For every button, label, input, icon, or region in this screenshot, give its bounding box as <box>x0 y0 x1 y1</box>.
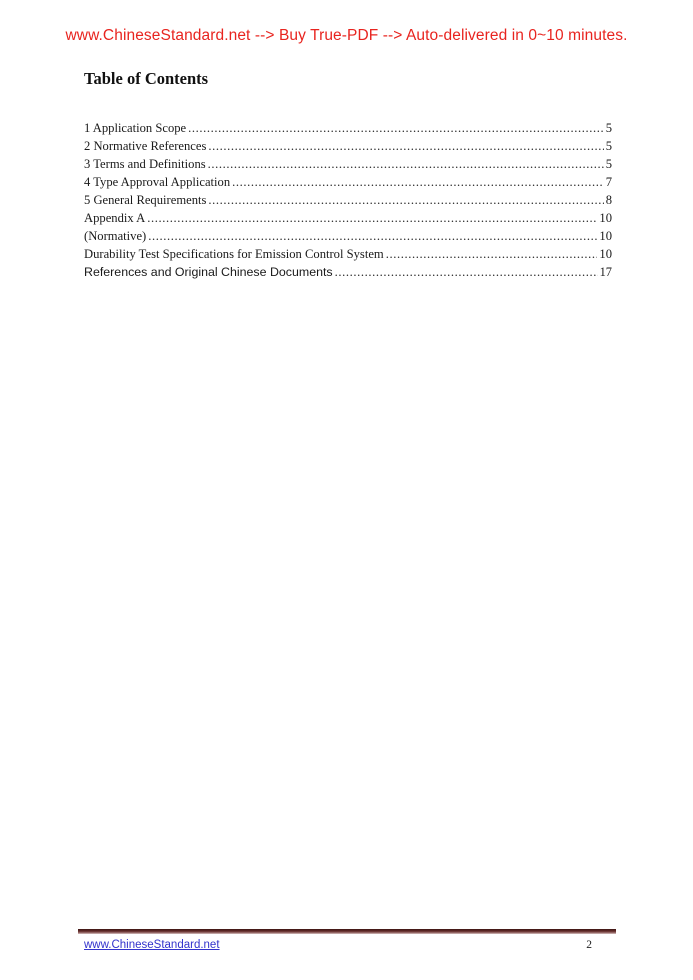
dot-leader <box>386 245 598 263</box>
footer-divider <box>78 929 616 934</box>
page-title: Table of Contents <box>84 69 209 88</box>
toc-entry <box>84 173 612 191</box>
toc-entry-label: Appendix A <box>84 211 146 225</box>
toc-entry <box>84 137 612 155</box>
toc-entry <box>84 227 612 245</box>
toc-entry-page: 17 <box>599 265 612 279</box>
page-content <box>84 68 612 281</box>
toc-entry-label: 1 Application Scope <box>84 121 187 135</box>
toc-entry <box>84 263 612 281</box>
toc-entry-page: 5 <box>605 157 612 171</box>
footer-website-link[interactable]: www.ChineseStandard.net <box>84 939 220 951</box>
toc-entry <box>84 155 612 173</box>
toc-entry-label: 4 Type Approval Application <box>84 175 231 189</box>
dot-leader <box>188 119 604 137</box>
page-number: 2 <box>586 939 592 951</box>
toc-entry <box>84 209 612 227</box>
toc-entry-label: 2 Normative References <box>84 139 207 153</box>
toc-entry-label: 3 Terms and Definitions <box>84 157 206 171</box>
dot-leader <box>335 263 598 281</box>
toc-entry-label: 5 General Requirements <box>84 193 207 207</box>
dot-leader <box>208 137 603 155</box>
header-notice: www.ChineseStandard.net --> Buy True-PDF --> Auto-delivered in 0~10 minutes. <box>65 27 628 44</box>
dot-leader <box>147 209 597 227</box>
dot-leader <box>208 191 603 209</box>
toc-entry-page: 7 <box>605 175 612 189</box>
toc-entry-page: 10 <box>599 247 612 261</box>
table-of-contents <box>84 119 612 281</box>
toc-entry-label: References and Original Chinese Documents <box>84 265 333 279</box>
toc-entry <box>84 245 612 263</box>
toc-entry <box>84 191 612 209</box>
dot-leader <box>232 173 604 191</box>
toc-entry-page: 10 <box>599 229 612 243</box>
toc-entry-page: 5 <box>605 121 612 135</box>
dot-leader <box>148 227 597 245</box>
dot-leader <box>208 155 604 173</box>
page-footer <box>78 929 616 951</box>
toc-entry-label: (Normative) <box>84 229 147 243</box>
toc-entry-page: 10 <box>599 211 612 225</box>
toc-entry-page: 8 <box>605 193 612 207</box>
toc-entry-page: 5 <box>605 139 612 153</box>
toc-entry <box>84 119 612 137</box>
footer-row <box>78 939 616 951</box>
toc-entry-label: Durability Test Specifications for Emission Control System <box>84 247 384 261</box>
